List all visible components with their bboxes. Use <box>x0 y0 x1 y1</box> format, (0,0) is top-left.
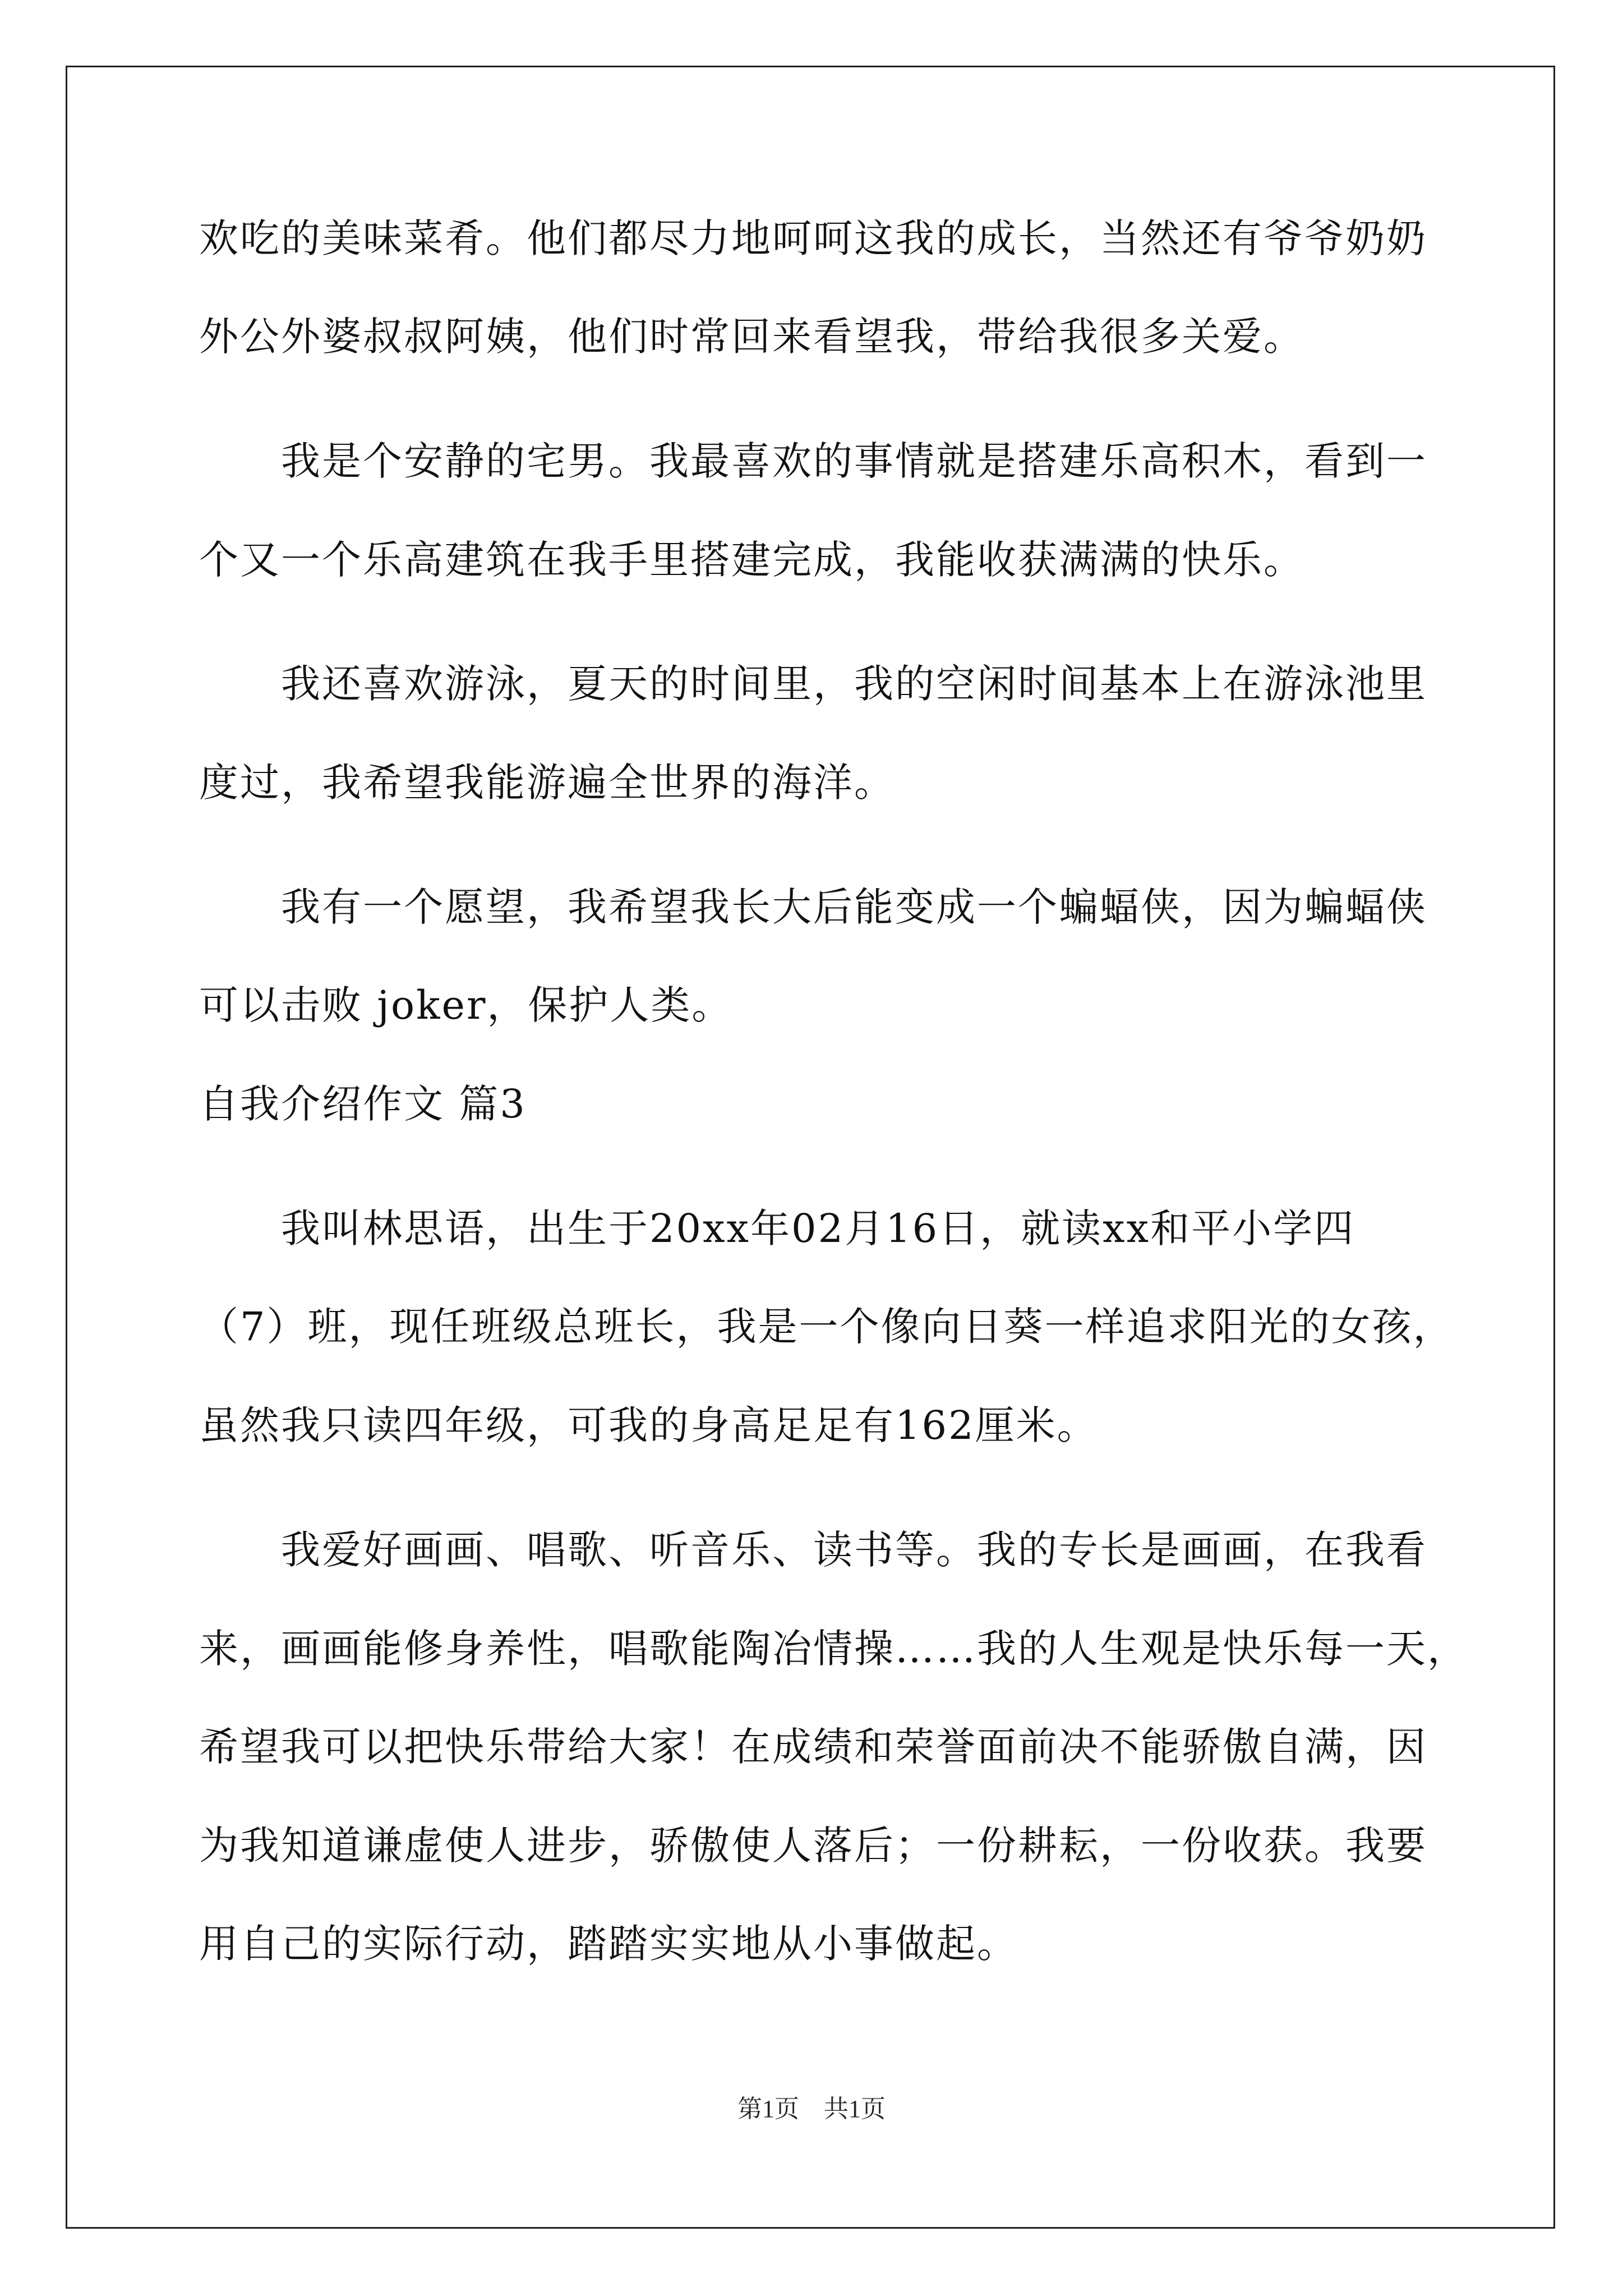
text-line: 为我知道谦虚使人进步，骄傲使人落后；一份耕耘，一份收获。我要 <box>199 1823 1427 1869</box>
page-number-footer: 第1页 共1页 <box>737 2095 886 2123</box>
text-line: 度过，我希望我能游遍全世界的海洋。 <box>199 760 895 806</box>
text-line: （7）班，现任班级总班长，我是一个像向日葵一样追求阳光的女孩， <box>199 1304 1454 1350</box>
text-line: 用自己的实际行动，踏踏实实地从小事做起。 <box>199 1921 1018 1967</box>
paragraph-start-line: 我还喜欢游泳，夏天的时间里，我的空闲时间基本上在游泳池里 <box>281 661 1427 707</box>
paragraph-start-line: 我是个安静的宅男。我最喜欢的事情就是搭建乐高积木，看到一 <box>281 438 1427 484</box>
paragraph-start-line: 我有一个愿望，我希望我长大后能变成一个蝙蝠侠，因为蝙蝠侠 <box>281 884 1427 930</box>
paragraph-start-line: 我叫林思语，出生于20xx年02月16日，就读xx和平小学四 <box>281 1205 1355 1251</box>
section-heading: 自我介绍作文 篇3 <box>199 1081 527 1127</box>
text-line: 虽然我只读四年级，可我的身高足足有162厘米。 <box>199 1402 1098 1448</box>
text-line: 欢吃的美味菜肴。他们都尽力地呵呵这我的成长，当然还有爷爷奶奶 <box>199 215 1427 261</box>
text-line: 个又一个乐高建筑在我手里搭建完成，我能收获满满的快乐。 <box>199 537 1304 583</box>
text-line: 希望我可以把快乐带给大家！在成绩和荣誉面前决不能骄傲自满，因 <box>199 1724 1427 1770</box>
text-line: 外公外婆叔叔阿姨，他们时常回来看望我，带给我很多关爱。 <box>199 314 1304 360</box>
page-border <box>66 66 1555 2229</box>
text-line: 来，画画能修身养性，唱歌能陶冶情操……我的人生观是快乐每一天， <box>199 1626 1468 1672</box>
text-line: 可以击败 joker，保护人类。 <box>199 982 733 1028</box>
paragraph-start-line: 我爱好画画、唱歌、听音乐、读书等。我的专长是画画，在我看 <box>281 1527 1427 1573</box>
